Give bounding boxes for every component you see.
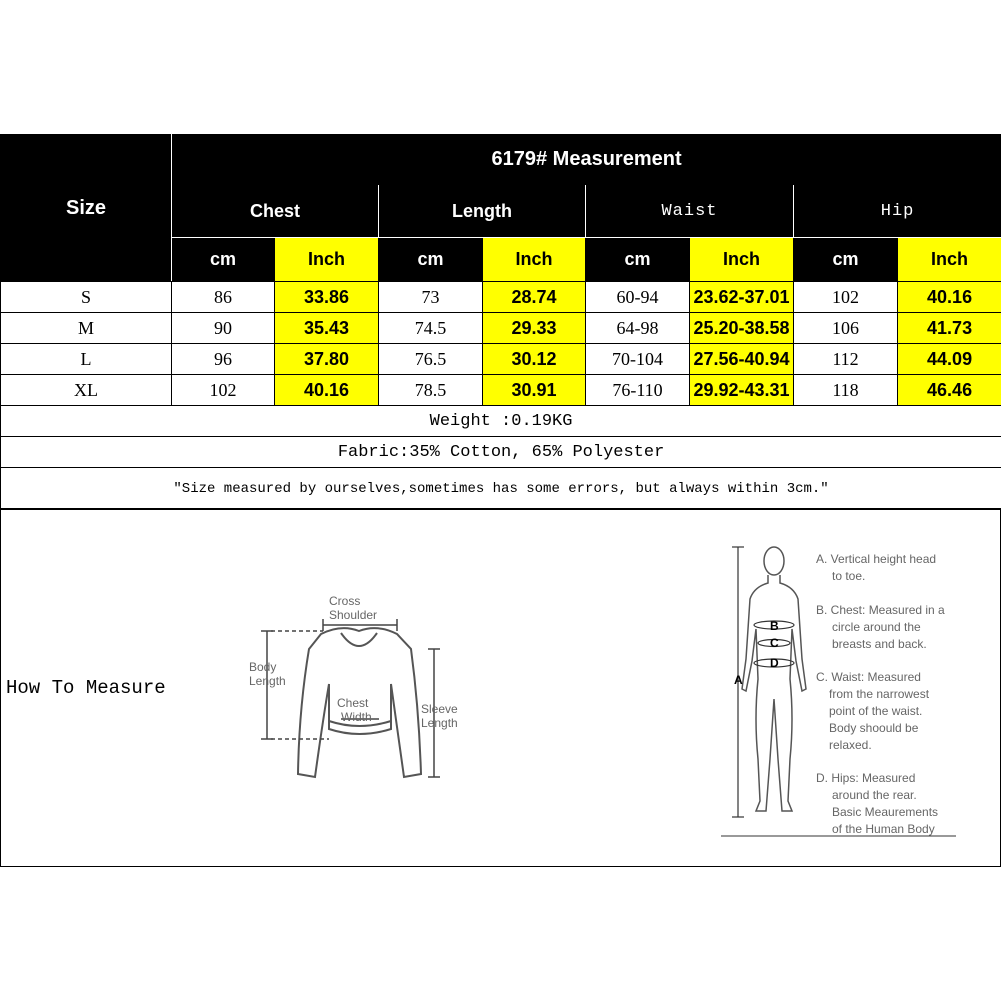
chest-width-line1: Chest bbox=[337, 696, 369, 710]
body-length-line1: Body bbox=[249, 660, 277, 674]
sweater-diagram bbox=[241, 589, 481, 789]
unit-cm: cm bbox=[586, 238, 690, 282]
chest-inch-cell: 33.86 bbox=[275, 282, 379, 313]
hip-cm-cell: 106 bbox=[794, 313, 898, 344]
group-length: Length bbox=[379, 185, 586, 238]
table-row bbox=[1, 313, 1001, 344]
hip-inch-cell: 44.09 bbox=[898, 344, 1001, 375]
body-length-label bbox=[249, 660, 286, 688]
hip-cm-cell: 112 bbox=[794, 344, 898, 375]
waist-inch-cell: 25.20-38.58 bbox=[690, 313, 794, 344]
how-to-measure-section bbox=[0, 508, 1001, 867]
marker-d: D bbox=[770, 656, 779, 670]
length-cm-cell: 78.5 bbox=[379, 375, 483, 406]
size-table bbox=[0, 134, 1001, 510]
unit-inch: Inch bbox=[690, 238, 794, 282]
body-length-line2: Length bbox=[249, 674, 286, 688]
waist-inch-cell: 27.56-40.94 bbox=[690, 344, 794, 375]
fabric-row bbox=[1, 437, 1001, 468]
unit-inch: Inch bbox=[275, 238, 379, 282]
body-notes bbox=[816, 552, 948, 836]
group-hip: Hip bbox=[794, 185, 1001, 238]
chest-inch-cell: 40.16 bbox=[275, 375, 379, 406]
unit-inch: Inch bbox=[483, 238, 586, 282]
table-row bbox=[1, 344, 1001, 375]
size-cell: S bbox=[1, 282, 172, 313]
cross-shoulder-line1: Cross bbox=[329, 594, 361, 608]
length-inch-cell: 29.33 bbox=[483, 313, 586, 344]
waist-cm-cell: 76-110 bbox=[586, 375, 690, 406]
group-waist: Waist bbox=[586, 185, 794, 238]
sleeve-length-line2: Length bbox=[421, 716, 458, 730]
weight-row bbox=[1, 406, 1001, 437]
note-a: A. Vertical height head to toe. bbox=[816, 552, 937, 583]
unit-cm: cm bbox=[172, 238, 275, 282]
chest-inch-cell: 35.43 bbox=[275, 313, 379, 344]
sleeve-length-label bbox=[421, 702, 461, 730]
note-c: C. Waist: Measured from the narrowest point of the waist. Body shoould be relaxed. bbox=[816, 670, 930, 752]
cross-shoulder-label bbox=[329, 594, 377, 622]
chest-cm-cell: 90 bbox=[172, 313, 275, 344]
length-cm-cell: 73 bbox=[379, 282, 483, 313]
table-row bbox=[1, 375, 1001, 406]
size-cell: M bbox=[1, 313, 172, 344]
weight-text: Weight :0.19KG bbox=[1, 406, 1001, 437]
marker-b: B bbox=[770, 619, 779, 633]
size-cell: L bbox=[1, 344, 172, 375]
length-cm-cell: 76.5 bbox=[379, 344, 483, 375]
hip-inch-cell: 40.16 bbox=[898, 282, 1001, 313]
note-text: "Size measured by ourselves,sometimes has some errors, but always within 3cm." bbox=[1, 468, 1001, 510]
unit-cm: cm bbox=[379, 238, 483, 282]
length-cm-cell: 74.5 bbox=[379, 313, 483, 344]
waist-inch-cell: 29.92-43.31 bbox=[690, 375, 794, 406]
waist-inch-cell: 23.62-37.01 bbox=[690, 282, 794, 313]
waist-cm-cell: 70-104 bbox=[586, 344, 690, 375]
table-title: 6179# Measurement bbox=[172, 135, 1001, 185]
unit-inch: Inch bbox=[898, 238, 1001, 282]
body-diagram bbox=[716, 539, 986, 839]
table-row bbox=[1, 282, 1001, 313]
note-row bbox=[1, 468, 1001, 510]
size-chart bbox=[0, 134, 1001, 866]
chest-cm-cell: 96 bbox=[172, 344, 275, 375]
fabric-text: Fabric:35% Cotton, 65% Polyester bbox=[1, 437, 1001, 468]
waist-cm-cell: 64-98 bbox=[586, 313, 690, 344]
note-d: D. Hips: Measured around the rear. Basic Meaurements of the Human Body bbox=[816, 771, 939, 836]
sleeve-length-line1: Sleeve bbox=[421, 702, 458, 716]
chest-width-line2: Width bbox=[341, 710, 372, 724]
chest-width-label bbox=[337, 696, 372, 724]
length-inch-cell: 30.91 bbox=[483, 375, 586, 406]
chest-cm-cell: 86 bbox=[172, 282, 275, 313]
size-header: Size bbox=[1, 135, 172, 282]
chest-inch-cell: 37.80 bbox=[275, 344, 379, 375]
body-outline bbox=[742, 547, 806, 811]
unit-cm: cm bbox=[794, 238, 898, 282]
size-cell: XL bbox=[1, 375, 172, 406]
hip-cm-cell: 118 bbox=[794, 375, 898, 406]
chest-cm-cell: 102 bbox=[172, 375, 275, 406]
how-to-measure-title: How To Measure bbox=[6, 677, 166, 699]
marker-c: C bbox=[770, 636, 779, 650]
group-chest: Chest bbox=[172, 185, 379, 238]
waist-cm-cell: 60-94 bbox=[586, 282, 690, 313]
note-b: B. Chest: Measured in a circle around the breasts and back. bbox=[816, 603, 945, 651]
hip-inch-cell: 46.46 bbox=[898, 375, 1001, 406]
cross-shoulder-line2: Shoulder bbox=[329, 608, 378, 622]
hip-inch-cell: 41.73 bbox=[898, 313, 1001, 344]
hip-cm-cell: 102 bbox=[794, 282, 898, 313]
marker-a: A bbox=[734, 673, 743, 687]
length-inch-cell: 28.74 bbox=[483, 282, 586, 313]
length-inch-cell: 30.12 bbox=[483, 344, 586, 375]
